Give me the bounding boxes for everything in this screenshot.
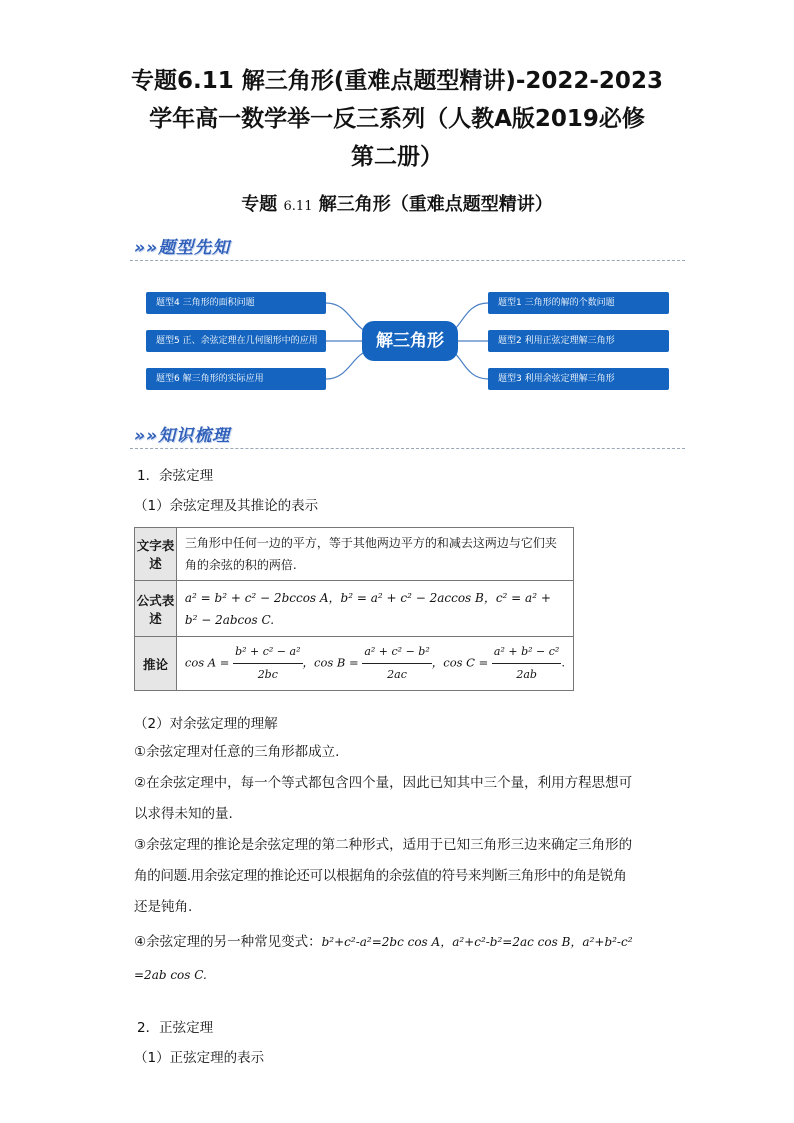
corollary-end: . (561, 655, 565, 670)
list-item-3-line3: 还是钝角. (134, 899, 193, 915)
section-banner-knowledge-label: »»知识梳理 (134, 426, 231, 446)
mindmap-node-type5: 题型5 正、余弦定理在几何图形中的应用 (146, 330, 326, 352)
list-item-2-line1: ②在余弦定理中，每一个等式都包含四个量，因此已知其中三个量，利用方程思想可 (134, 775, 633, 791)
list-item-4-line1 (134, 927, 659, 958)
title-line-2: 学年高一数学举一反三系列（人教A版2019必修 (149, 106, 645, 132)
cosC-denominator: 2ab (516, 668, 537, 681)
list-item-4-line2: =2ab cos C. (134, 968, 207, 982)
cosA-fraction (233, 641, 302, 686)
mindmap-center-node: 解三角形 (362, 321, 458, 361)
list-item-3-line2: 角的问题.用余弦定理的推论还可以根据角的余弦值的符号来判断三角形中的角是锐角 (134, 868, 627, 884)
subtitle-rest: 解三角形（重难点题型精讲） (318, 194, 553, 215)
cosB-label: ，cos B = (302, 655, 359, 670)
list-item-4-formula-1: b²+c²-a²=2bc cos A， (321, 935, 453, 949)
cosA-label: cos A = (184, 655, 230, 670)
cosB-numerator: a² + c² − b² (362, 641, 431, 664)
mindmap-node-type4: 题型4 三角形的面积问题 (146, 292, 326, 314)
mindmap-node-type2: 题型2 利用正弦定理解三角形 (488, 330, 669, 352)
list-item-1: ①余弦定理对任意的三角形都成立. (134, 744, 340, 760)
subheading-sine-representation: （1）正弦定理的表示 (134, 1050, 265, 1066)
mindmap-node-type1: 题型1 三角形的解的个数问题 (488, 292, 669, 314)
heading-sine-law: 2．正弦定理 (137, 1020, 214, 1036)
list-item-3-line1: ③余弦定理的推论是余弦定理的第二种形式，适用于已知三角形三边来确定三角形的 (134, 837, 633, 853)
table-header-corollary: 推论 (135, 637, 177, 691)
table-header-formula: 公式表述 (135, 581, 177, 637)
subheading-cosine-understanding: （2）对余弦定理的理解 (134, 716, 278, 732)
cosC-label: ，cos C = (431, 655, 489, 670)
title-line-1: 专题6.11 解三角形(重难点题型精讲)-2022-2023 (131, 68, 663, 94)
subtitle-number: 6.11 (283, 199, 313, 214)
table-cell-formula: a² = b² + c² − 2bccos A，b² = a² + c² − 2accos B，c² = a² + b² − 2abcos C. (176, 581, 573, 637)
table-cell-corollary (176, 637, 573, 691)
mindmap-node-type3: 题型3 利用余弦定理解三角形 (488, 368, 669, 390)
list-item-4-prefix: ④余弦定理的另一种常见变式： (134, 934, 322, 950)
subheading-cosine-representation: （1）余弦定理及其推论的表示 (134, 498, 319, 514)
table-cell-text-statement: 三角形中任何一边的平方，等于其他两边平方的和减去这两边与它们夹角的余弦的积的两倍. (176, 528, 573, 581)
section-banner-knowledge (130, 420, 685, 449)
cosB-denominator: 2ac (387, 668, 407, 681)
section-banner-overview-label: »»题型先知 (134, 238, 231, 258)
heading-cosine-law: 1．余弦定理 (137, 468, 214, 484)
list-item-2-line2: 以求得未知的量. (134, 806, 233, 822)
cosC-fraction (492, 641, 561, 686)
mindmap-node-type6: 题型6 解三角形的实际应用 (146, 368, 326, 390)
cosB-fraction (362, 641, 431, 686)
list-item-4-formula-3: a²+b²-c² (582, 935, 633, 949)
list-item-4-formula-2: a²+c²-b²=2ac cos B， (452, 935, 583, 949)
cosA-numerator: b² + c² − a² (233, 641, 302, 664)
table-header-text-statement: 文字表述 (135, 528, 177, 581)
cosA-denominator: 2bc (257, 668, 278, 681)
cosine-understanding-list (134, 737, 659, 991)
title-line-3: 第二册） (351, 144, 443, 170)
cosine-law-table (134, 527, 574, 691)
cosC-numerator: a² + b² − c² (492, 641, 561, 664)
subtitle-prefix: 专题 (241, 194, 278, 215)
